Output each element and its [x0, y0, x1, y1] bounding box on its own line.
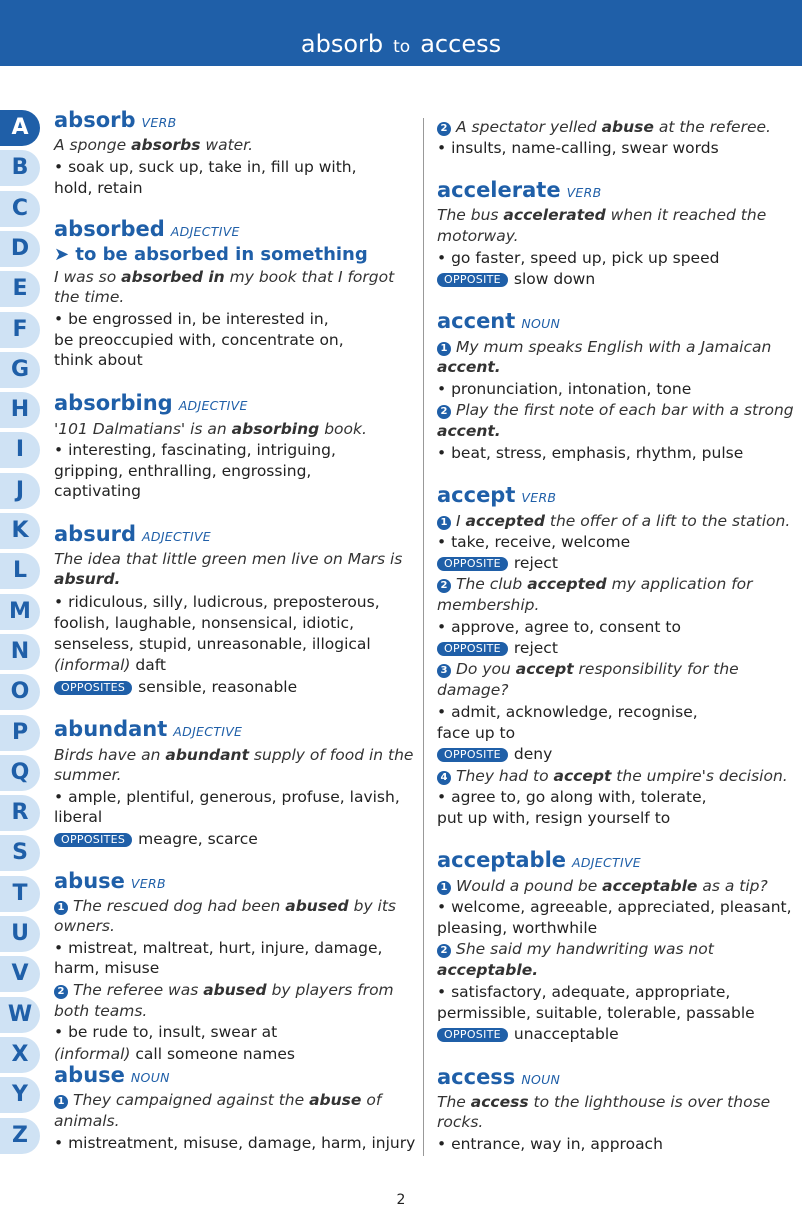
tab-letter-y[interactable]: Y: [0, 1077, 40, 1113]
opposites-badge: OPPOSITES: [54, 681, 132, 695]
page-header: [0, 0, 802, 66]
headword: accent NOUN: [437, 309, 561, 333]
example-sentence: 1 They campaigned against the abuse of: [54, 1090, 381, 1111]
example-sentence: acceptable.: [437, 961, 539, 979]
opposites: OPPOSITE deny: [437, 744, 552, 765]
opposites: OPPOSITE reject: [437, 638, 558, 659]
informal-synonym: (informal) daft: [54, 656, 166, 674]
sense-number: 2: [437, 122, 451, 136]
synonyms: • ample, plentiful, generous, profuse, lavish,: [54, 788, 400, 806]
synonyms: harm, misuse: [54, 959, 160, 977]
synonyms: • mistreatment, misuse, damage, harm, injury: [54, 1134, 416, 1152]
example-sentence: the time.: [54, 288, 125, 306]
example-sentence: 2 The club accepted my application for: [437, 574, 753, 595]
tab-letter-q[interactable]: Q: [0, 755, 40, 791]
synonyms: • beat, stress, emphasis, rhythm, pulse: [437, 444, 744, 462]
synonyms: foolish, laughable, nonsensical, idiotic,: [54, 614, 355, 632]
example-sentence: 3 Do you accept responsibility for the: [437, 659, 739, 680]
synonyms: face up to: [437, 724, 516, 742]
example-sentence: I was so absorbed in my book that I forgot: [54, 268, 395, 286]
example-sentence: 2 The referee was abused by players from: [54, 980, 394, 1001]
tab-letter-a[interactable]: A: [0, 110, 40, 146]
opposites: OPPOSITES sensible, reasonable: [54, 677, 297, 698]
example-sentence: animals.: [54, 1112, 120, 1130]
tab-letter-s[interactable]: S: [0, 835, 40, 871]
sense-number: 1: [54, 901, 68, 915]
synonyms: pleasing, worthwhile: [437, 919, 598, 937]
synonyms: • take, receive, welcome: [437, 533, 631, 551]
tab-letter-h[interactable]: H: [0, 392, 40, 428]
header-last-word: access: [420, 30, 502, 58]
tab-letter-d[interactable]: D: [0, 231, 40, 267]
opposites: OPPOSITES meagre, scarce: [54, 829, 258, 850]
synonyms: put up with, resign yourself to: [437, 809, 671, 827]
example-sentence: motorway.: [437, 227, 519, 245]
sense-number: 1: [54, 1095, 68, 1109]
synonyms: • agree to, go along with, tolerate,: [437, 788, 707, 806]
headword: access NOUN: [437, 1065, 561, 1089]
tab-letter-r[interactable]: R: [0, 795, 40, 831]
synonyms: • be rude to, insult, swear at: [54, 1023, 278, 1041]
synonyms: • mistreat, maltreat, hurt, injure, damage,: [54, 939, 383, 957]
tab-letter-c[interactable]: C: [0, 191, 40, 227]
synonyms: • approve, agree to, consent to: [437, 618, 681, 636]
example-sentence: '101 Dalmatians' is an absorbing book.: [54, 420, 367, 438]
example-sentence: both teams.: [54, 1002, 148, 1020]
synonyms: hold, retain: [54, 179, 143, 197]
tab-letter-v[interactable]: V: [0, 956, 40, 992]
page-number: 2: [396, 1192, 406, 1208]
example-sentence: owners.: [54, 917, 115, 935]
example-sentence: 1 Would a pound be acceptable as a tip?: [437, 876, 768, 897]
example-sentence: 1 I accepted the offer of a lift to the station.: [437, 511, 790, 532]
tab-letter-i[interactable]: I: [0, 432, 40, 468]
example-sentence: absurd.: [54, 570, 121, 588]
example-sentence: Birds have an abundant supply of food in the: [54, 746, 414, 764]
headword: acceptable ADJECTIVE: [437, 848, 641, 872]
header-range: [0, 30, 802, 58]
opposites: OPPOSITE reject: [437, 553, 558, 574]
tab-letter-o[interactable]: O: [0, 674, 40, 710]
column-divider: [423, 118, 424, 1156]
informal-synonym: (informal) call someone names: [54, 1045, 295, 1063]
sense-number: 2: [54, 985, 68, 999]
synonyms: permissible, suitable, tolerable, passable: [437, 1004, 755, 1022]
synonyms: • entrance, way in, approach: [437, 1135, 663, 1153]
tab-letter-f[interactable]: F: [0, 312, 40, 348]
headword: absorbed ADJECTIVE: [54, 217, 240, 241]
example-sentence: membership.: [437, 596, 540, 614]
synonyms: • satisfactory, adequate, appropriate,: [437, 983, 731, 1001]
synonyms: • pronunciation, intonation, tone: [437, 380, 692, 398]
headword: [54, 110, 176, 133]
tab-letter-w[interactable]: W: [0, 997, 40, 1033]
synonyms: think about: [54, 351, 143, 369]
part-of-speech: VERB: [141, 115, 177, 130]
synonyms: be preoccupied with, concentrate on,: [54, 331, 344, 349]
tab-letter-j[interactable]: J: [0, 473, 40, 509]
example-sentence: 4 They had to accept the umpire's decision.: [437, 766, 788, 787]
example-sentence: The bus accelerated when it reached the: [437, 206, 767, 224]
phrase: ➤ to be absorbed in something: [54, 244, 368, 265]
example-sentence: The idea that little green men live on Mars is: [54, 550, 403, 568]
tab-letter-t[interactable]: T: [0, 876, 40, 912]
headword: accept VERB: [437, 483, 557, 507]
example-sentence: 2 She said my handwriting was not: [437, 939, 714, 960]
synonyms: • go faster, speed up, pick up speed: [437, 249, 720, 267]
tab-letter-l[interactable]: L: [0, 553, 40, 589]
synonyms: • be engrossed in, be interested in,: [54, 310, 329, 328]
synonyms: • interesting, fascinating, intriguing,: [54, 441, 336, 459]
headword: abundant ADJECTIVE: [54, 717, 243, 741]
opposites: OPPOSITE unacceptable: [437, 1024, 619, 1045]
tab-letter-n[interactable]: N: [0, 634, 40, 670]
tab-letter-g[interactable]: G: [0, 352, 40, 388]
synonyms: • soak up, suck up, take in, fill up with,: [54, 158, 357, 176]
example-sentence: 1 My mum speaks English with a Jamaican: [437, 337, 771, 358]
example-sentence: A sponge absorbs water.: [54, 136, 254, 154]
tab-letter-x[interactable]: X: [0, 1037, 40, 1073]
synonyms: liberal: [54, 808, 103, 826]
synonyms: • welcome, agreeable, appreciated, pleasant,: [437, 898, 792, 916]
headword: abuse NOUN: [54, 1063, 170, 1087]
example-sentence: 1 The rescued dog had been abused by its: [54, 896, 396, 917]
tab-letter-u[interactable]: U: [0, 916, 40, 952]
example-sentence: accent.: [437, 422, 501, 440]
opposites: OPPOSITE slow down: [437, 269, 595, 290]
headword: absurd ADJECTIVE: [54, 522, 212, 546]
tab-letter-b[interactable]: B: [0, 150, 40, 186]
header-to: to: [393, 37, 411, 57]
synonyms: senseless, stupid, unreasonable, illogical: [54, 635, 371, 653]
synonyms: • insults, name-calling, swear words: [437, 139, 719, 157]
synonyms: gripping, enthralling, engrossing,: [54, 462, 312, 480]
example-sentence: 2 A spectator yelled abuse at the referee.: [437, 117, 771, 138]
tab-letter-k[interactable]: K: [0, 513, 40, 549]
tab-letter-e[interactable]: E: [0, 271, 40, 307]
headword: absorbing ADJECTIVE: [54, 391, 248, 415]
tab-letter-p[interactable]: P: [0, 715, 40, 751]
headword: abuse VERB: [54, 869, 166, 893]
headword: accelerate VERB: [437, 178, 602, 202]
example-sentence: summer.: [54, 766, 122, 784]
synonyms: • ridiculous, silly, ludicrous, preposterous,: [54, 593, 380, 611]
synonyms: • admit, acknowledge, recognise,: [437, 703, 698, 721]
example-sentence: The access to the lighthouse is over those: [437, 1093, 771, 1111]
synonyms: captivating: [54, 482, 141, 500]
header-first-word: absorb: [300, 30, 384, 58]
example-sentence: 2 Play the first note of each bar with a strong: [437, 400, 794, 421]
example-sentence: damage?: [437, 681, 509, 699]
headword-text: absorb: [54, 108, 136, 132]
example-sentence: rocks.: [437, 1113, 484, 1131]
example-sentence: accent.: [437, 358, 501, 376]
tab-letter-m[interactable]: M: [0, 594, 40, 630]
tab-letter-z[interactable]: Z: [0, 1118, 40, 1154]
